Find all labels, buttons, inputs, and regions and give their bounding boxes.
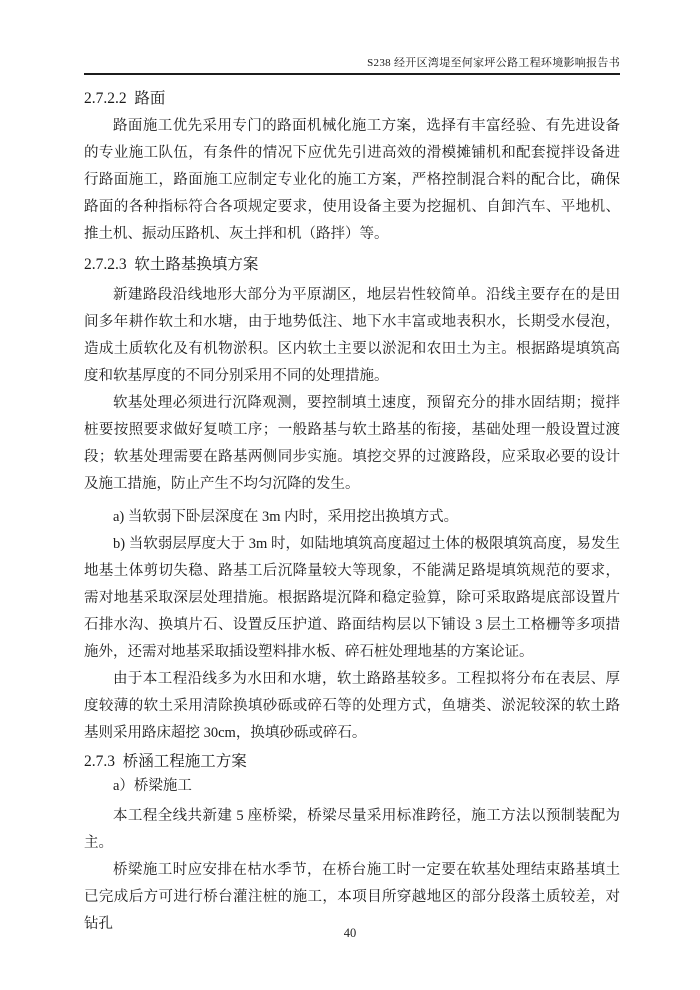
- list-item-b: b) 当软弱层厚度大于 3m 时，如陆地填筑高度超过土体的极限填筑高度，易发生地基土体剪切失稳、路基工后沉降量较大等现象，不能满足路堤填筑规范的要求，需对地基采取深层处理措施。根据路堤沉降和稳定验算，除可采取路堤底部设置片石排水沟、换填片石、设置反压护道、路面结构层以下铺设 3 层土工格栅等多项措施外，还需对地基采取插设塑料排水板、碎石桩处理地基的方案论证。: [84, 536, 620, 660]
- list-item-a: a) 当软弱下卧层深度在 3m 内时，采用挖出换填方式。: [113, 509, 459, 525]
- running-header: [84, 0, 620, 75]
- body-paragraph: 由于本工程沿线多为水田和水塘，软土路路基较多。工程拟将分布在表层、厚度较薄的软土采用清除换填砂砾或碎石等的处理方式，鱼塘类、淤泥较深的软土路基则采用路床超挖 30cm，换填砂砾或碎石。: [84, 671, 620, 741]
- section-heading-2722: 2.7.2.2 路面: [84, 90, 166, 107]
- body-paragraph: 本工程全线共新建 5 座桥梁，桥梁尽量采用标准跨径，施工方法以预制装配为主。: [84, 808, 620, 851]
- section-heading-273: 2.7.3 桥涵工程施工方案: [84, 753, 247, 770]
- body-paragraph: 桥梁施工时应安排在枯水季节，在桥台施工时一定要在软基处理结束路基填土已完成后方可进行桥台灌注桩的施工，本项目所穿越地区的部分段落土质较差，对钻孔: [84, 862, 620, 932]
- section-heading-2723: 2.7.2.3 软土路基换填方案: [84, 256, 259, 273]
- page-number: 40: [343, 926, 357, 940]
- list-item-bridge: a）桥梁施工: [113, 778, 192, 794]
- running-header-title: S238 经开区湾堤至何家坪公路工程环境影响报告书: [367, 57, 620, 69]
- body-paragraph: 新建路段沿线地形大部分为平原湖区，地层岩性较简单。沿线主要存在的是田间多年耕作软土和水塘，由于地势低注、地下水丰富或地表积水，长期受水侵泡，造成土质软化及有机物淤积。区内软土主要以淤泥和农田土为主。根据路堤填筑高度和软基厚度的不同分别采用不同的处理措施。: [84, 287, 620, 384]
- body-paragraph: 软基处理必须进行沉降观测，要控制填土速度，预留充分的排水固结期；搅拌桩要按照要求做好复喷工序；一般路基与软土路基的衔接，基础处理一般设置过渡段；软基处理需要在路基两侧同步实施。填挖交界的过渡路段，应采取必要的设计及施工措施，防止产生不均匀沉降的发生。: [84, 395, 620, 492]
- body-paragraph: 路面施工优先采用专门的路面机械化施工方案，选择有丰富经验、有先进设备的专业施工队伍，有条件的情况下应优先引进高效的滑模摊铺机和配套搅拌设备进行路面施工，路面施工应制定专业化的施工方案，严格控制混合料的配合比，确保路面的各种指标符合各项规定要求，使用设备主要为挖掘机、自卸汽车、平地机、推土机、振动压路机、灰土拌和机（路拌）等。: [84, 118, 620, 242]
